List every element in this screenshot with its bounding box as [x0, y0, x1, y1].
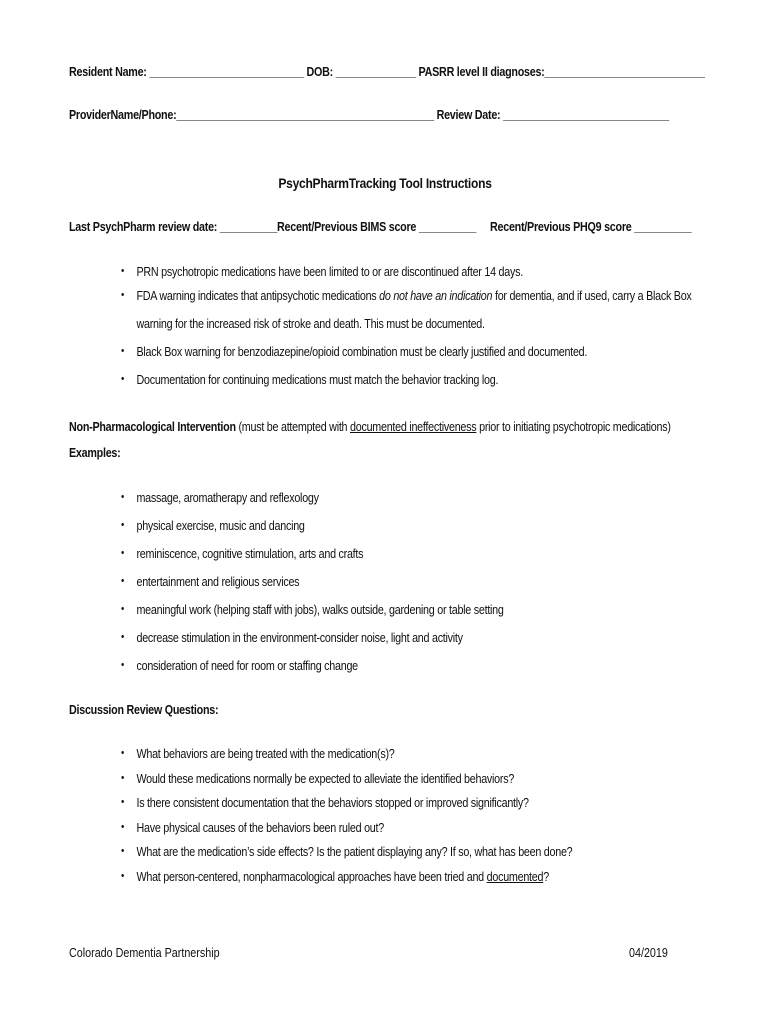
instruction-text: for dementia, and if used, carry a Black Box — [492, 289, 692, 303]
phq9-score-line: Recent/Previous PHQ9 score __________ — [490, 220, 692, 234]
nonpharm-note-underlined: documented ineffectiveness — [350, 420, 477, 434]
list-item-text: What behaviors are being treated with the medication(s)? — [136, 747, 395, 761]
list-item-text: massage, aromatherapy and reflexology — [136, 491, 319, 505]
title-text: PsychPharmTracking Tool Instructions — [278, 175, 492, 191]
bullet-icon: • — [121, 747, 125, 759]
list-item — [121, 547, 504, 575]
bullet-icon: • — [121, 345, 125, 357]
list-item-text: Is there consistent documentation that the behaviors stopped or improved significantly? — [136, 796, 529, 810]
footer-organization: Colorado Dementia Partnership — [69, 946, 220, 960]
list-item-text: decrease stimulation in the environment-consider noise, light and activity — [136, 631, 463, 645]
list-item-continuation — [121, 317, 692, 345]
review-scores-line: Last PsychPharm review date: __________Recent/Previous BIMS score __________ — [69, 220, 477, 234]
list-item-text: Have physical causes of the behaviors been ruled out? — [136, 820, 384, 835]
list-item-text: meaningful work (helping staff with jobs), walks outside, gardening or table setting — [136, 603, 504, 617]
bullet-icon: • — [121, 659, 125, 671]
list-item — [121, 631, 504, 659]
list-item-text: What person-centered, nonpharmacological approaches have been tried and — [136, 869, 487, 884]
list-item — [121, 265, 692, 289]
bullet-icon: • — [121, 547, 125, 559]
list-item-text: consideration of need for room or staffing change — [136, 659, 358, 673]
list-item — [121, 289, 692, 317]
bullet-icon: • — [121, 771, 125, 784]
list-item — [121, 575, 504, 603]
list-item-text: ? — [543, 869, 549, 884]
instruction-text: Documentation for continuing medications must match the behavior tracking log. — [136, 373, 499, 387]
list-item-text: reminiscence, cognitive stimulation, arts and crafts — [136, 547, 364, 561]
bullet-icon: • — [121, 869, 125, 882]
bullet-icon: • — [121, 289, 125, 301]
list-item-text: physical exercise, music and dancing — [136, 519, 305, 533]
instruction-text: Black Box warning for benzodiazepine/opioid combination must be clearly justified and documented. — [136, 345, 588, 359]
list-item — [121, 747, 572, 772]
discussion-questions-list — [121, 747, 646, 894]
nonpharm-heading: Non-Pharmacological Intervention — [69, 420, 236, 434]
bullet-icon: • — [121, 575, 125, 587]
bullet-icon: • — [121, 631, 125, 643]
nonpharm-examples-list — [121, 491, 566, 687]
bullet-icon: • — [121, 603, 125, 615]
bullet-icon: • — [121, 491, 125, 503]
list-item — [121, 491, 504, 519]
list-item-text: What are the medication’s side effects? Is the patient displaying any? If so, what has been done? — [136, 845, 573, 859]
list-item — [121, 845, 572, 870]
bullet-icon: • — [121, 519, 125, 531]
instruction-text: warning for the increased risk of stroke and death. This must be documented. — [136, 317, 485, 331]
instruction-text: PRN psychotropic medications have been limited to or are discontinued after 14 days. — [136, 265, 523, 279]
footer-date: 04/2019 — [629, 946, 668, 960]
bullet-icon: • — [121, 796, 125, 808]
list-item-text: entertainment and religious services — [136, 575, 300, 589]
nonpharm-heading-line — [69, 420, 671, 434]
bullet-icon: • — [121, 845, 125, 857]
list-item — [121, 772, 572, 797]
list-item — [121, 603, 504, 631]
examples-label: Examples: — [69, 446, 121, 460]
nonpharm-note: prior to initiating psychotropic medications) — [476, 420, 671, 434]
list-item — [121, 659, 504, 687]
nonpharm-note: (must be attempted with — [235, 420, 351, 434]
bullet-icon: • — [121, 265, 125, 277]
list-item-text: Would these medications normally be expected to alleviate the identified behaviors? — [136, 771, 515, 786]
emphasis-text: do not have an indication — [379, 289, 493, 303]
list-item — [121, 870, 572, 894]
page-title — [0, 175, 770, 191]
discussion-heading: Discussion Review Questions: — [69, 703, 219, 717]
bullet-icon: • — [121, 820, 125, 833]
instruction-text: FDA warning indicates that antipsychotic medications — [136, 289, 380, 303]
list-item — [121, 821, 572, 846]
bullet-icon: • — [121, 373, 125, 385]
resident-info-line: Resident Name: ___________________________ DOB: ______________ PASRR level II diagnoses:____________________________ — [69, 65, 705, 79]
list-item — [121, 796, 572, 821]
provider-info-line: ProviderName/Phone:_____________________________________________ Review Date: _____________________________ — [69, 108, 670, 122]
list-item — [121, 345, 692, 373]
instructions-list — [121, 265, 770, 397]
list-item — [121, 373, 692, 397]
list-item-text-underlined: documented — [486, 869, 544, 884]
list-item — [121, 519, 504, 547]
